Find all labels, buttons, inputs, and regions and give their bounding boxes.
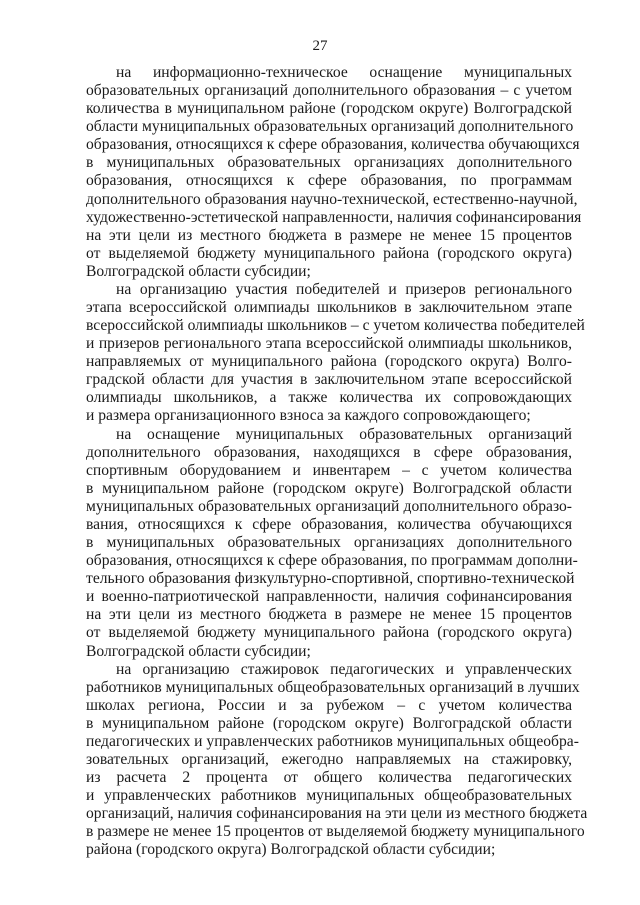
text-line: Волгоградской области субсидии; <box>86 262 311 280</box>
text-line: в муниципальном районе (городском округе) Волгоградской области <box>86 714 572 732</box>
text-line: муниципальных образовательных организаций дополнительного образо- <box>86 497 572 515</box>
text-line: на оснащение муниципальных образовательных организаций <box>116 425 572 443</box>
text-line: в муниципальных образовательных организациях дополнительного <box>86 534 572 552</box>
text-line: от выделяемой бюджету муниципального района (городского округа) <box>86 624 572 642</box>
text-line: спортивным оборудованием и инвентарем – с учетом количества <box>86 461 572 479</box>
text-line: работников муниципальных общеобразовательных организаций в лучших <box>86 678 580 696</box>
text-line: дополнительного образования, находящихся в сфере образования, <box>86 443 572 461</box>
text-line: образования, относящихся к сфере образования, по программам <box>86 172 572 190</box>
text-line: градской области для участия в заключительном этапе всероссийской <box>86 371 572 389</box>
paragraph <box>86 280 585 426</box>
text-line: и призеров регионального этапа всероссийской олимпиады школьников, <box>86 335 572 353</box>
text-line: Волгоградской области субсидии; <box>86 642 311 660</box>
text-line: вания, относящихся к сфере образования, количества обучающихся <box>86 515 572 533</box>
text-line: на эти цели из местного бюджета в размере не менее 15 процентов <box>86 226 572 244</box>
text-line: района (городского округа) Волгоградской области субсидии; <box>86 841 496 859</box>
text-line: и управленческих работников муниципальных общеобразовательных <box>86 787 572 805</box>
page-number: 27 <box>312 38 328 54</box>
text-line: образования, относящихся к сфере образования, количества обучающихся <box>86 136 580 154</box>
text-line: тельного образования физкультурно-спортивной, спортивно-технической <box>86 570 575 588</box>
text-line: на эти цели из местного бюджета в размере не менее 15 процентов <box>86 606 572 624</box>
text-line: зовательных организаций, ежегодно направляемых на стажировку, <box>86 750 572 768</box>
text-line: в муниципальном районе (городском округе) Волгоградской области <box>86 479 572 497</box>
text-line: в размере не менее 15 процентов от выделяемой бюджету муниципального <box>86 823 585 841</box>
document-body <box>86 64 588 859</box>
text-line: и размера организационного взноса за каждого сопровождающего; <box>86 407 531 425</box>
paragraph <box>86 64 582 281</box>
text-line: дополнительного образования научно-технической, естественно-научной, <box>86 190 578 208</box>
text-line: на информационно-техническое оснащение муниципальных <box>116 64 572 81</box>
text-line: школах региона, России и за рубежом – с учетом количества <box>86 696 572 714</box>
text-line: организаций, наличия софинансирования на эти цели из местного бюджета <box>86 805 588 823</box>
text-line: педагогических и управленческих работников муниципальных общеобра- <box>86 732 579 750</box>
text-line: олимпиады школьников, а также количества их сопровождающих <box>86 389 572 407</box>
text-line: области муниципальных образовательных организаций дополнительного <box>86 118 574 136</box>
text-line: этапа всероссийской олимпиады школьников в заключительном этапе <box>86 299 572 317</box>
text-line: образовательных организаций дополнительного образования – с учетом <box>86 82 572 100</box>
text-line: направляемых от муниципального района (городского округа) Волго- <box>86 353 572 371</box>
text-line: количества в муниципальном районе (городском округе) Волгоградской <box>86 100 572 118</box>
text-line: на организацию участия победителей и призеров регионального <box>116 280 572 298</box>
text-line: и военно-патриотической направленности, наличия софинансирования <box>86 588 572 606</box>
text-line: из расчета 2 процента от общего количества педагогических <box>86 769 572 787</box>
text-line: на организацию стажировок педагогических и управленческих <box>116 660 572 678</box>
text-line: всероссийской олимпиады школьников – с учетом количества победителей <box>86 317 585 335</box>
text-line: художественно-эстетической направленности, наличия софинансирования <box>86 208 582 226</box>
paragraph <box>86 660 588 860</box>
text-line: от выделяемой бюджету муниципального района (городского округа) <box>86 244 572 262</box>
text-line: в муниципальных образовательных организациях дополнительного <box>86 154 572 172</box>
text-line: образования, относящихся к сфере образования, по программам дополни- <box>86 552 578 570</box>
paragraph <box>86 425 578 661</box>
